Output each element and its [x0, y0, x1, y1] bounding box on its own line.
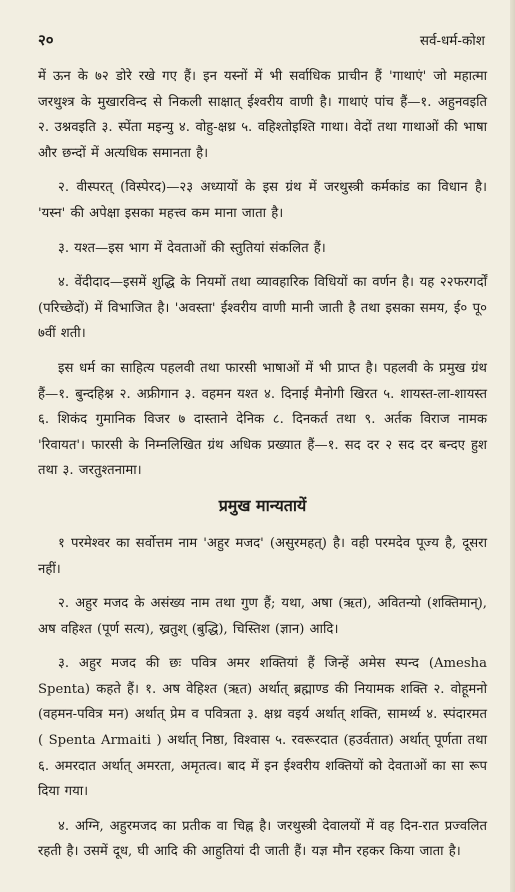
paragraph-belief-1: १ परमेश्वर का सर्वोत्तम नाम 'अहुर मजद' (असुरमहत्) है। वही परमदेव पूज्य है, दूसरा नहीं।: [38, 535, 487, 577]
paragraph-belief-4: ४. अग्नि, अहुरमजद का प्रतीक वा चिह्न है। जरथुस्त्री देवालयों में वह दिन-रात प्रज्वलित रहती है। उसमें दूध, घी आदि की आहुतियां दी जाती हैं। यज्ञ मौन रहकर किया जाता है।: [38, 818, 487, 860]
paragraph-literature: इस धर्म का साहित्य पहलवी तथा फारसी भाषाओं में भी प्राप्त है। पहलवी के प्रमुख ग्रंथ हैं—१. बुन्दहिश्न २. अफ्रीगान ३. वहमन यश्त ४. दिनाई मैनोगी खिरत ५. शायस्त-ला-शायस्त ६. शिकंद गुमानिक विजर ७ दास्ताने देनिक ८. दिनकर्त तथा ९. अर्तक विराज नामक 'रिवायत'। फारसी के निम्नलिखित ग्रंथ अधिक प्रख्यात हैं—१. सद दर २ सद दर बन्दए हुश तथा ३. जरतुश्तनामा।: [38, 360, 487, 479]
page-header: [38, 30, 487, 54]
section-heading: प्रमुख मान्यतायें: [218, 495, 307, 515]
running-title: सर्व-धर्म-कोश: [419, 33, 485, 49]
page-body: [38, 64, 487, 865]
paragraph-yasht: ३. यश्त—इस भाग में देवताओं की स्तुतियां संकलित हैं।: [58, 240, 326, 256]
page-number: २०: [38, 31, 54, 49]
paragraph-vendidad: ४. वेंदीदाद—इसमें शुद्धि के नियमों तथा व्यावहारिक विधियों का वर्णन है। यह २२फरगर्दों (परिच्छेदों) में विभाजित है। 'अवस्ता' ईश्वरीय वाणी मानी जाती है तथा इसका समय, ई० पू० ७वीं शती।: [38, 275, 487, 342]
paragraph-belief-3: ३. अहुर मजद की छः पवित्र अमर शक्तियां हैं जिन्हें अमेस स्पन्द (Amesha Spenta) कहते हैं। १. अष वेहिश्त (ऋत) अर्थात् ब्रह्माण्ड की नियामक शक्ति २. वोहूमनो (वहमन-पवित्र मन) अर्थात् प्रेम व पवित्रता ३. क्षथ्र वइर्य अर्थात् शक्ति, सामर्थ्य ४. स्पंदारमत ( Spenta Armaiti ) अर्थात् निष्ठा, विश्वास ५. रवरूरदात (हउर्वतात) अर्थात् पूर्णता तथा ६. अमरदात अर्थात् अमरता, अमृतत्व। बाद में इन ईश्वरीय शक्तियों को देवताओं का सा रूप दिया गया।: [38, 656, 487, 800]
paragraph-belief-2: २. अहुर मजद के असंख्य नाम तथा गुण हैं; यथा, अषा (ऋत), अवितन्यो (शक्तिमान्), अष वहिश्त (पूर्ण सत्य), ख्रतुश् (बुद्धि), चिस्तिश (ज्ञान) आदि।: [38, 596, 487, 637]
paragraph-visparat: २. वीस्परत् (विस्पेरद)—२३ अध्यायों के इस ग्रंथ में जरथुस्त्री कर्मकांड का विधान है। 'यस्न' की अपेक्षा इसका महत्त्व कम माना जाता है।: [38, 180, 487, 221]
paragraph-gathas: में ऊन के ७२ डोरे रखे गए हैं। इन यस्नों में भी सर्वाधिक प्राचीन हैं 'गाथाएं' जो महात्मा जरथुश्त्र के मुखारविन्द से निकली साक्षात् ईश्वरीय वाणी है। गाथाएं पांच हैं—१. अहुनवइति २. उश्नवइति ३. स्पेंता मइन्यु ४. वोहु-क्षथ्र ५. वहिश्तोइश्ति गाथा। वेदों तथा गाथाओं की भाषा और छन्दों में अत्यधिक समानता है।: [38, 69, 487, 161]
